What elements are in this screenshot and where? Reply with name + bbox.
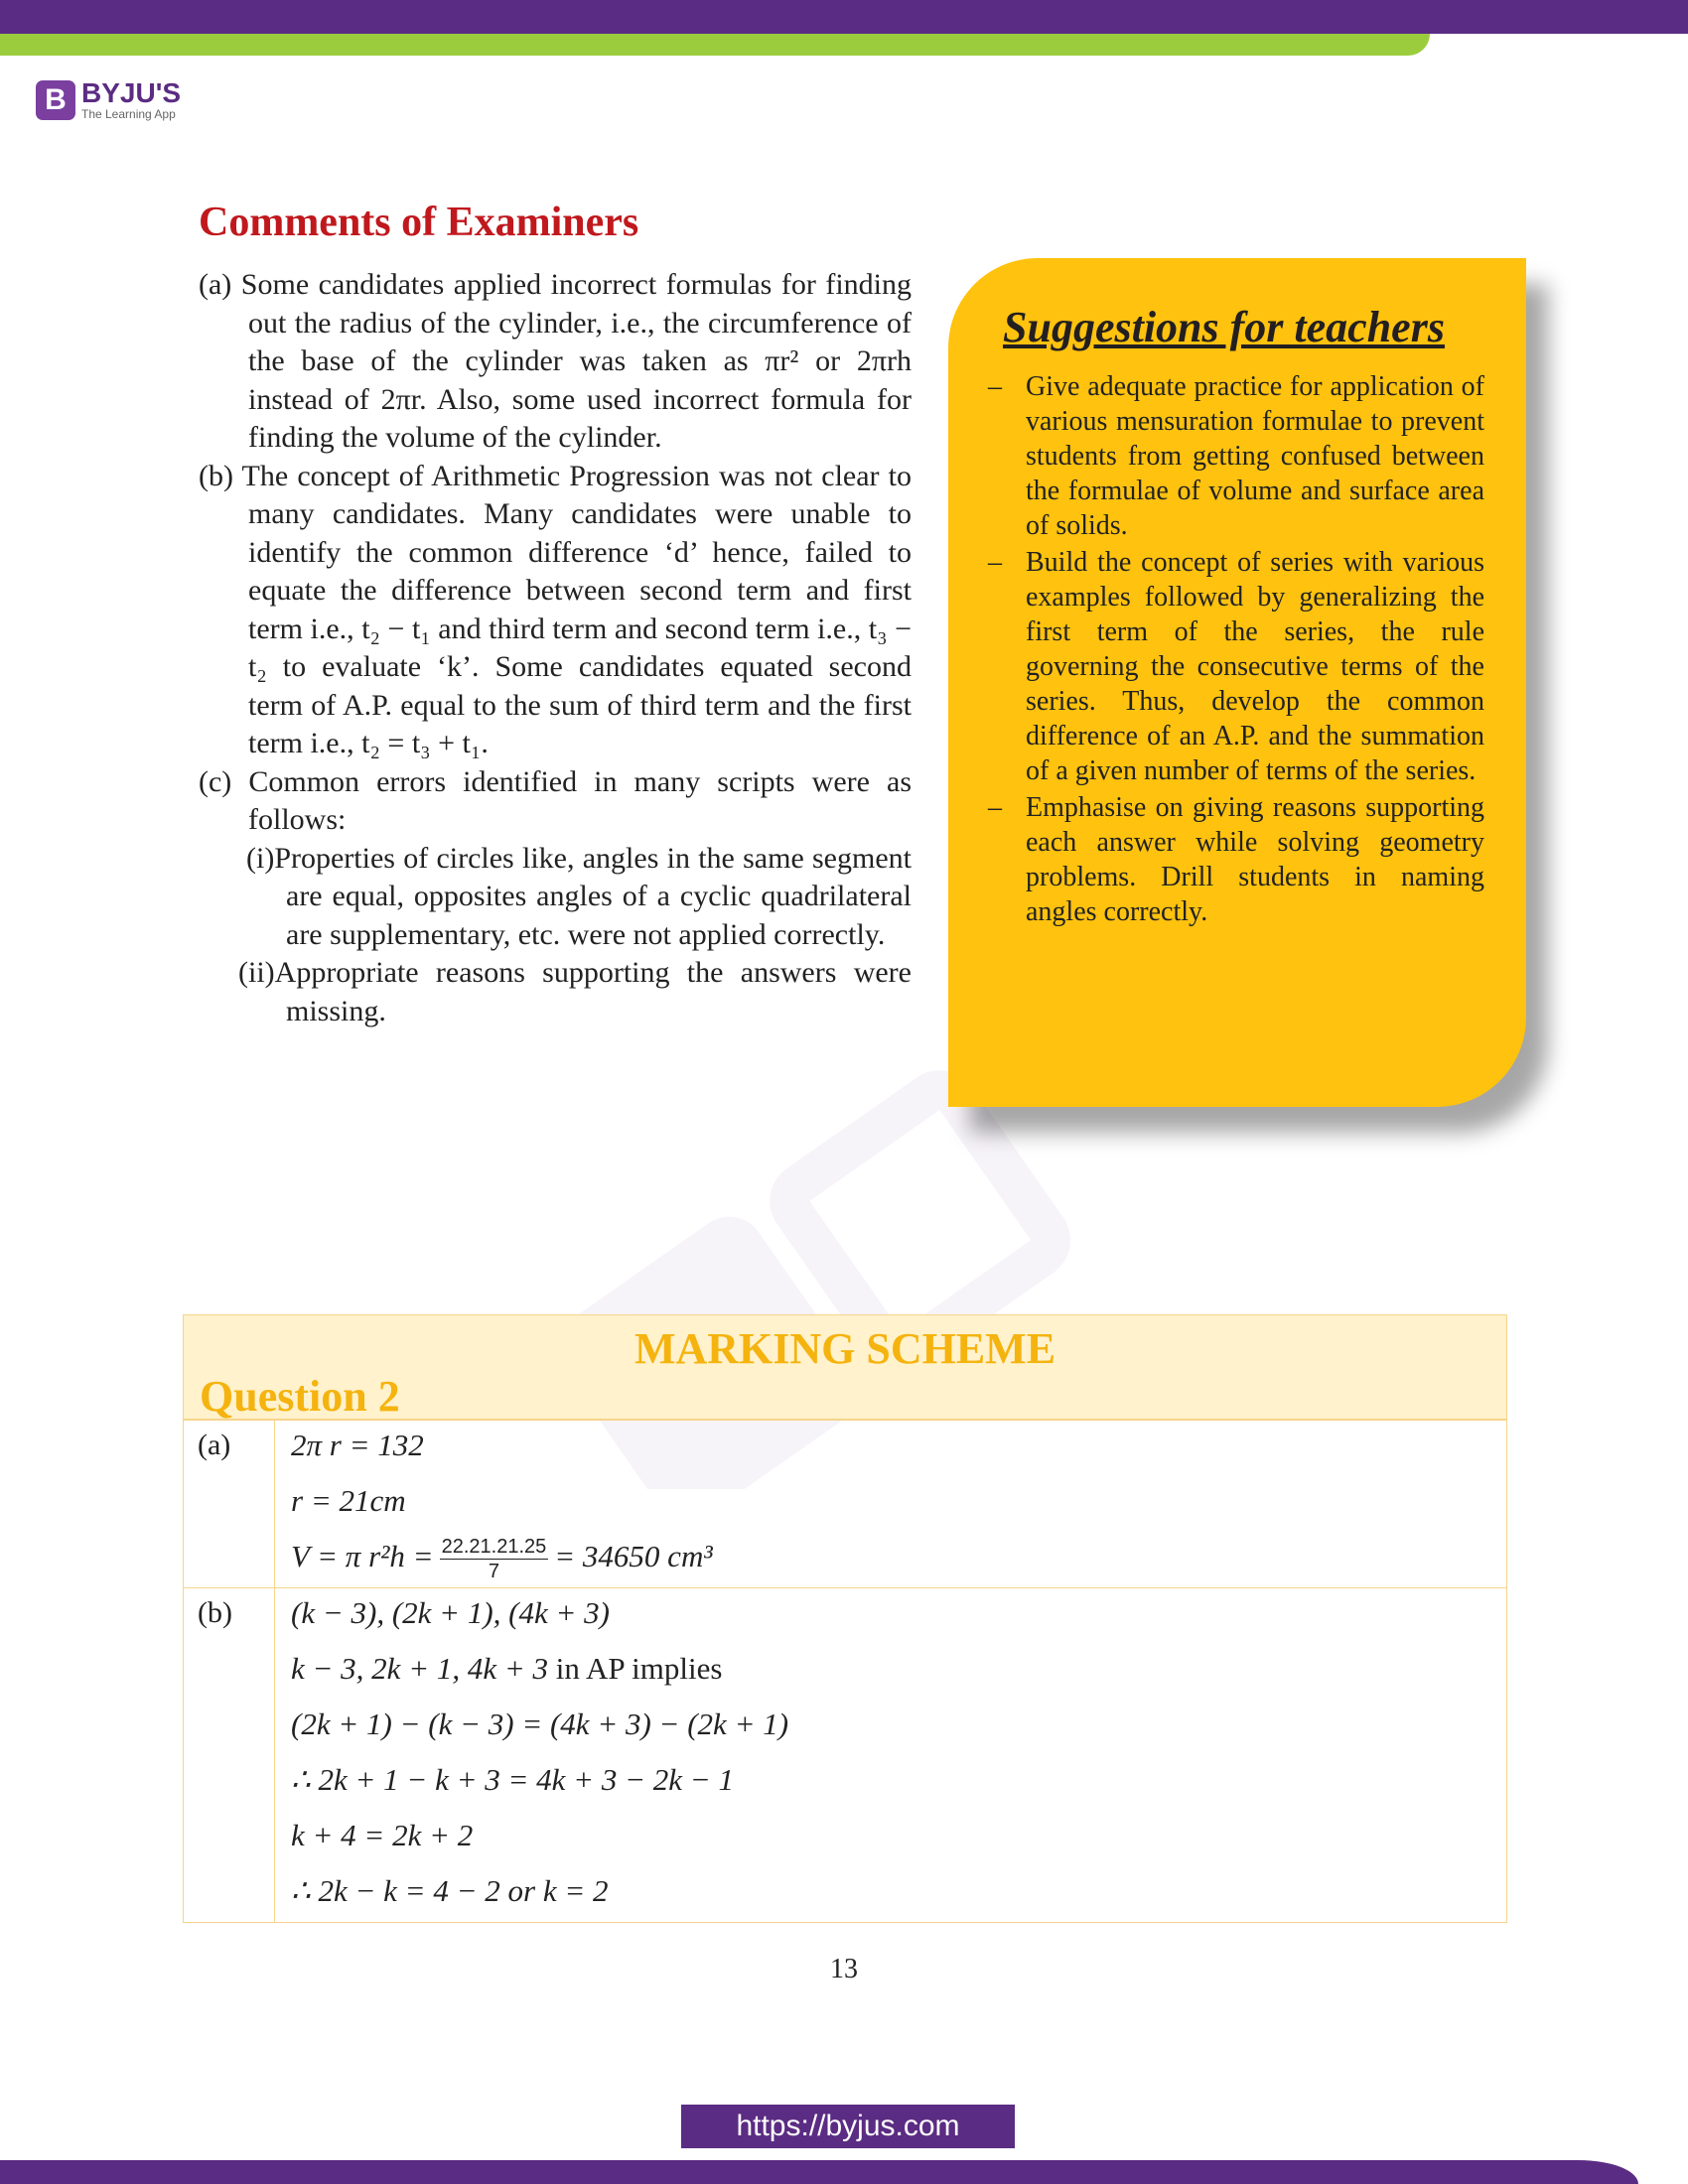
solution-line: ∴ 2k + 1 − k + 3 = 4k + 3 − 2k − 1 <box>291 1762 734 1797</box>
top-banner-purple-stripe <box>0 0 1688 34</box>
suggestion-text: Build the concept of series with various examples followed by generalizing the first term of the series, the rule governing the consecutive terms of the series. Thus, develop the common difference of an A.P. and the summation of a given number of terms of the series. <box>1026 547 1484 786</box>
comments-section <box>199 266 912 1030</box>
solution-line: (2k + 1) − (k − 3) = (4k + 3) − (2k + 1) <box>291 1706 789 1741</box>
suggestion-item <box>988 545 1484 788</box>
solution-line: ∴ 2k − k = 4 − 2 or k = 2 <box>291 1873 609 1908</box>
solution-line: r = 21cm <box>291 1483 406 1518</box>
ap-text: in AP implies <box>555 1651 723 1686</box>
marking-scheme-table <box>183 1314 1507 1923</box>
fraction-denominator: 7 <box>488 1561 499 1583</box>
suggestions-box <box>948 258 1526 1107</box>
ap-terms: k − 3, 2k + 1, 4k + 3 <box>291 1651 549 1686</box>
comments-title: Comments of Examiners <box>199 200 639 245</box>
bottom-banner-purple-stripe <box>0 2160 1638 2184</box>
question-label: Question 2 <box>200 1372 400 1421</box>
top-banner-green-stripe <box>0 34 1430 56</box>
volume-result: = 34650 cm³ <box>554 1539 713 1573</box>
suggestion-text: Give adequate practice for application of various mensuration formulae to prevent students from getting confused between the formulae of volume and surface area of solids. <box>1026 371 1484 541</box>
suggestion-text: Emphasise on giving reasons supporting each answer while solving geometry problems. Drill students in naming angles correctly. <box>1026 792 1484 927</box>
dash-bullet-icon: – <box>988 371 1002 402</box>
solution-line: (k − 3), (2k + 1), (4k + 3) <box>291 1595 610 1630</box>
comment-b: (b) The concept of Arithmetic Progression was not clear to many candidates. Many candidates were unable to identify the common difference ‘d’ hence, failed to equate the difference between second term and first term i.e., t₂ − t₁ and third term and second term i.e., t₃ − t₂ to evaluate ‘k’. Some candidates equated second term of A.P. equal to the sum of third term and the first term i.e., t₂ = t₃ + t₁. <box>199 459 912 759</box>
suggestions-list <box>988 369 1484 931</box>
logo-mark-icon: B <box>36 80 75 120</box>
footer-url-link[interactable]: https://byjus.com <box>681 2105 1015 2148</box>
brand-tagline: The Learning App <box>81 107 176 121</box>
solution-line: 2π r = 132 <box>291 1428 424 1462</box>
table-row <box>184 1587 1506 1922</box>
part-label: (a) <box>184 1421 275 1587</box>
solution-line <box>291 1644 1506 1700</box>
part-b-solution <box>275 1588 1506 1922</box>
byjus-logo[interactable] <box>36 79 181 121</box>
part-label: (b) <box>184 1588 275 1922</box>
volume-fraction <box>440 1535 549 1583</box>
part-a-solution <box>275 1421 1506 1587</box>
suggestion-item <box>988 369 1484 543</box>
bottom-banner <box>0 2160 1688 2184</box>
comment-c: (c) Common errors identified in many scripts were as follows: <box>199 764 912 836</box>
dash-bullet-icon: – <box>988 792 1002 823</box>
suggestion-item <box>988 790 1484 929</box>
fraction-numerator: 22.21.21.25 <box>441 1536 547 1559</box>
dash-bullet-icon: – <box>988 547 1002 578</box>
table-row <box>184 1420 1506 1587</box>
top-banner <box>0 0 1688 58</box>
comment-a: (a) Some candidates applied incorrect formulas for finding out the radius of the cylinder, i.e., the circumference of the base of the cylinder was taken as πr² or 2πrh instead of 2πr. Also, some used incorrect formula for finding the volume of the cylinder. <box>199 268 912 454</box>
marking-scheme-header <box>184 1315 1506 1420</box>
comment-c-ii: (ii)Appropriate reasons supporting the answers were missing. <box>238 956 912 1027</box>
solution-line: k + 4 = 2k + 2 <box>291 1818 474 1852</box>
volume-formula: V = π r²h = <box>291 1539 434 1573</box>
suggestions-title: Suggestions for teachers <box>1003 303 1445 351</box>
comment-c-i: (i)Properties of circles like, angles in the same segment are equal, opposites angles of a cyclic quadrilateral are supplementary, etc. were not applied correctly. <box>246 841 912 951</box>
solution-line <box>291 1532 1506 1587</box>
brand-name: BYJU'S <box>81 77 182 108</box>
page-number: 13 <box>830 1954 858 1984</box>
marking-scheme-title: MARKING SCHEME <box>633 1324 1056 1373</box>
